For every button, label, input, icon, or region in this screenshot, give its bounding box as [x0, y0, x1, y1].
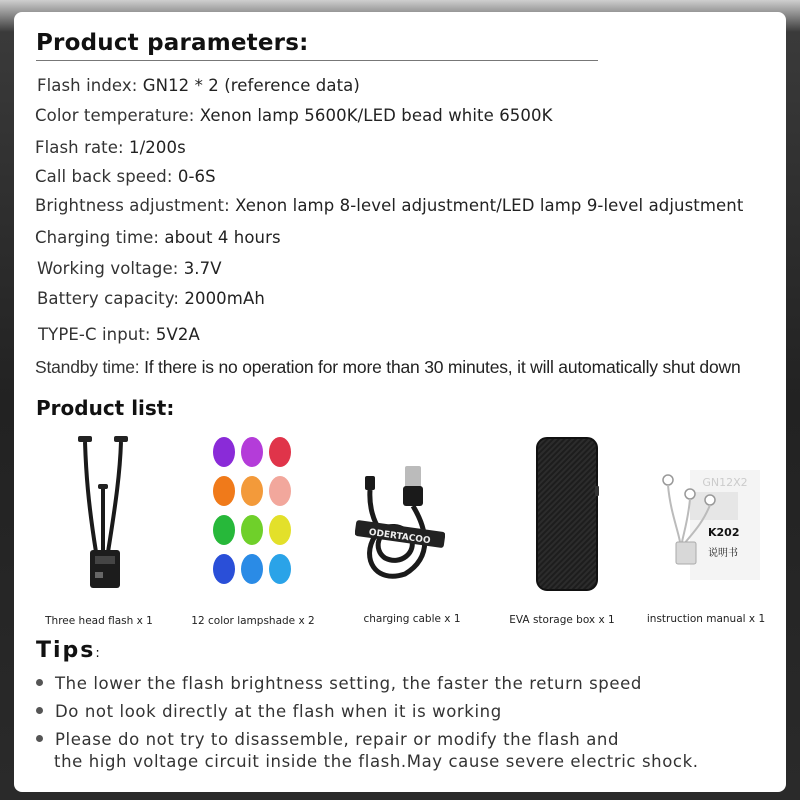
heading-divider: [36, 60, 598, 61]
product-caption-cable: charging cable x 1: [363, 613, 461, 625]
param-charging-time: [35, 228, 281, 247]
manual-sub-text: 说明书: [708, 548, 738, 559]
param-label: Standby time:: [35, 357, 145, 377]
lampshade-set-icon: [208, 434, 298, 584]
product-list-heading: Product list:: [36, 396, 175, 420]
param-value: 3.7V: [183, 259, 222, 278]
param-working-voltage: [37, 259, 222, 278]
param-label: Working voltage:: [37, 259, 184, 278]
cable-brand-text: ODERTACOO: [368, 527, 432, 547]
param-battery-capacity: [37, 289, 265, 308]
tip-text: Do not look directly at the flash when it is working: [55, 702, 502, 721]
lampshade: [269, 437, 291, 467]
manual-model-text: K202: [708, 526, 740, 539]
charging-cable-icon: [355, 466, 445, 586]
param-typec-input: [38, 325, 200, 344]
bullet-icon: [36, 707, 43, 714]
param-label: Brightness adjustment:: [35, 196, 236, 215]
param-value: 2000mAh: [184, 289, 265, 308]
param-flash-index: [37, 76, 360, 95]
bullet-icon: [36, 679, 43, 686]
lampshade: [213, 437, 235, 467]
lampshade: [213, 476, 235, 506]
tip-item: [36, 730, 619, 749]
lampshade: [269, 515, 291, 545]
param-value: 1/200s: [129, 138, 186, 157]
param-value: Xenon lamp 8-level adjustment/LED lamp 9-level adjustment: [235, 196, 744, 215]
param-standby-time: [35, 357, 740, 378]
product-caption-lampshade: 12 color lampshade x 2: [191, 615, 315, 627]
param-value: Xenon lamp 5600K/LED bead white 6500K: [199, 106, 553, 125]
param-value: GN12 * 2 (reference data): [142, 76, 360, 95]
lampshade: [241, 554, 263, 584]
bullet-icon: [36, 735, 43, 742]
lampshade: [213, 515, 235, 545]
lampshade: [213, 554, 235, 584]
parameters-heading: Product parameters:: [36, 30, 309, 56]
lampshade: [269, 554, 291, 584]
param-label: TYPE-C input:: [38, 325, 156, 344]
tip-continuation: the high voltage circuit inside the flash.May cause severe electric shock.: [54, 752, 699, 771]
product-caption-box: EVA storage box x 1: [509, 614, 615, 626]
product-caption-manual: instruction manual x 1: [646, 613, 766, 625]
tip-text: The lower the flash brightness setting, the faster the return speed: [55, 674, 642, 693]
lampshade: [241, 515, 263, 545]
storage-box-icon: [535, 436, 601, 592]
tips-heading: [36, 638, 100, 663]
param-label: Color temperature:: [35, 106, 200, 125]
param-label: Call back speed:: [35, 167, 178, 186]
param-value: 5V2A: [155, 325, 200, 344]
param-label: Flash rate:: [35, 138, 130, 157]
lampshade: [241, 476, 263, 506]
param-label: Charging time:: [35, 228, 165, 247]
param-label: Battery capacity:: [37, 289, 185, 308]
product-caption-flash: Three head flash x 1: [45, 615, 153, 627]
param-color-temperature: [35, 106, 553, 125]
tip-item: [36, 674, 642, 693]
param-label: Flash index:: [37, 76, 143, 95]
instruction-manual-icon: [650, 470, 760, 580]
manual-gn-text: GN12X2: [702, 476, 748, 489]
tip-text: Please do not try to disassemble, repair or modify the flash and: [55, 730, 620, 749]
three-head-flash-icon: [60, 432, 150, 592]
param-brightness: [35, 196, 743, 215]
param-flash-rate: [35, 138, 186, 157]
param-value: about 4 hours: [164, 228, 281, 247]
lampshade: [241, 437, 263, 467]
lampshade: [269, 476, 291, 506]
param-value: 0-6S: [177, 167, 216, 186]
tip-item: [36, 702, 502, 721]
param-value: If there is no operation for more than 30 minutes, it will automatically shut down: [144, 357, 741, 377]
tips-heading-label: Tips: [36, 638, 96, 663]
tips-heading-colon: :: [95, 646, 100, 661]
param-callback-speed: [35, 167, 216, 186]
